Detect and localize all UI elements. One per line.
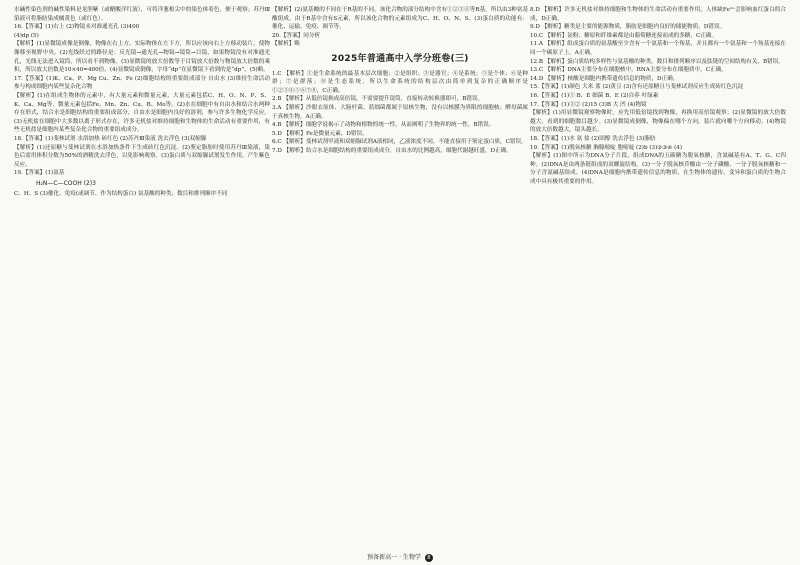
answer-text: 1.C 【解析】①是生命系统的最基本层次细胞；②是组织；③是器官；④是系统；⑤是个体；⑥是种群；⑦是群落；⑧是生态系统，所以生命系统的结构层次由简单到复杂的正确顺序是①②③④⑤⑥⑦⑧，C正确。 (272, 70, 528, 94)
footer-text: 预备新高一 · 生物学 (367, 554, 421, 561)
answer-text: C、H、S (3)催化、免疫(或调节、作为结构蛋白) 氨基酸的种类、数目和排列顺序不同 (14, 191, 228, 198)
page-number: 8 (425, 554, 433, 562)
answer-text: 13.C 【解析】DNA主要分布在细胞核中，RNA主要分布在细胞质中，C正确。 (530, 67, 727, 74)
answer-text: 【解析】(2)氨基酸的不同在于R基的不同。该化合物的部分结构中含有①②③④等R基，所以由3种氨基酸组成，由于R基中含有S元素，所以该化合物的元素组成为C、H、O、N、S。(3)蛋白质的功能有：催化、运输、免疫、调节等。 (272, 7, 528, 31)
answer-text: 【解析】(1)还原糖与斐林试剂在水浴加热条件下生成砖红色沉淀。(2)鉴定脂肪时使用苏丹Ⅲ染液，染色后需用体积分数为50%的酒精洗去浮色，以免影响观察。(3)蛋白质与双缩脲试剂发生作用，产生紫色反应。 (14, 144, 270, 168)
answer-text: 17.【答案】(1)K、Ca、P、Mg Cu、Zn、Fe (2)细胞结构的重要组成部分 自由水 (3)维持生命活动 参与构成细胞内某些复杂化合物 (14, 75, 270, 91)
answer-text: 14.D 【解析】核酸是细胞内携带遗传信息的物质，D正确。 (530, 75, 679, 82)
answer-text: 20.【答案】同分析 (272, 32, 321, 39)
answer-text: 19.【答案】(1)脱氧核糖 胸腺嘧啶 胞嘧啶 (2)b (3)②③④ (4) (530, 144, 683, 151)
answer-text: 7.D 【解析】结合水是细胞结构的重要组成成分，自由水的比例越高，细胞代谢越旺盛，D正确。 (272, 147, 512, 154)
answer-text: 12.B 【解析】蛋白质结构多样性与氨基酸的种类、数目和排列顺序以及肽链的空间结构有关，B错误。 (530, 58, 784, 65)
column-right (530, 6, 786, 186)
answer-text: (4)dp (5) (14, 32, 39, 39)
answer-text: 19.【答案】(1)氨基 (14, 170, 65, 177)
answer-text: 16.【答案】(1)右上 (2)物镜未对准通光孔 (3)400 (14, 24, 140, 31)
section-title: 2025年普通高中入学分班卷(三) (331, 53, 469, 64)
answer-text: 8.D 【解析】许多无机盐对维持细胞和生物体的生命活动有重要作用，人体缺Fe²⁺会影响血红蛋白的合成，D正确。 (530, 7, 786, 22)
column-left (14, 6, 270, 199)
answer-text: 【解析】(1)显微镜成像是倒像，物像在右上方，实际物体在左下方，所以应该向右上方移动装片，使物像移至视野中央。(2)光线经过的路径是：反光镜→通光孔→物镜→镜筒→目镜，如果物镜没有对准通光孔，光线无法进入镜筒，所以看不到物像。(3)显微镜的放大倍数等于目镜放大倍数与物镜放大倍数的乘积，所以放大倍数是10×40=400倍。(4)显微镜成倒像，字母“dp”在显微镜下看到的是“dp”。(5)略。 (14, 41, 270, 74)
page-footer (0, 552, 800, 562)
answer-text: 18.【答案】(1)水 氨 盐 (2)固醇 洗去浮色 (3)脂肪 (530, 135, 656, 142)
answer-text: 【解析】(1)用显微镜观察物像时，应先用低倍镜找到物像，再换用高倍镜观察；(2)显微镜的放大倍数越大，看到的细胞数目越少。(3)显微镜成倒像，物像偏在哪个方向，装片就向哪个方向移动。(4)物镜的放大倍数越大，镜头越长。 (530, 110, 786, 134)
answer-text: 【解析】略 (272, 41, 300, 48)
answer-text: 10.C 【解析】淀粉、糖原和纤维素都是由葡萄糖连接而成的多糖，C正确。 (530, 32, 718, 39)
answer-text: 【解析】(1)在组成生物体的元素中，有大量元素和微量元素，大量元素包括C、H、O、N、P、S、K、Ca、Mg等，微量元素包括Fe、Mn、Zn、Cu、B、Mo等。(2)水在细胞中有自由水和结合水两种存在形式，结合水是细胞结构的重要组成部分，自由水是细胞内良好的溶剂，参与许多生物化学反应。(3)无机盐在细胞中大多数以离子形式存在，许多无机盐对维持细胞和生物体的生命活动有重要作用，有些无机盐是细胞内某些复杂化合物的重要组成成分。 (14, 92, 270, 134)
answer-text: 11.A 【解析】组成蛋白质的氨基酸至少含有一个氨基和一个羧基，并且都有一个氨基和一个羧基连接在同一个碳原子上，A正确。 (530, 41, 786, 56)
answer-text: 5.D 【解析】Fe是微量元素，D错误。 (272, 130, 368, 137)
answer-text: 3.A 【解析】沙眼衣原体、大肠杆菌、蓝细菌都属于原核生物，没有以核膜为界限的细胞核；酵母菌属于真核生物，A正确。 (272, 104, 528, 120)
answer-text: 【解析】(1)图中所示为DNA分子片段，组成DNA的五碳糖为脱氧核糖，含氮碱基有A、T、G、C四种。(2)DNA是由两条链组成的双螺旋结构。(3)一分子脱氧核苷酸由一分子磷酸、一分子脱氧核糖和一分子含氮碱基组成。(4)DNA是细胞内携带遗传信息的物质，在生物体的遗传、变异和蛋白质的生物合成中具有极其重要的作用。 (530, 153, 786, 185)
answer-text: 4.B 【解析】细胞学说揭示了动物和植物的统一性，从而阐明了生物界的统一性，B错误。 (272, 122, 495, 129)
column-middle (272, 6, 528, 156)
answer-text: 18.【答案】(1)斐林试剂 水浴加热 砖红色 (2)苏丹Ⅲ染液 洗去浮色 (3)双缩脲 (14, 135, 207, 142)
answer-text: 15.【答案】(1)颜色 大米 蓝 (2)黄豆 (3)含有还原糖且与斐林试剂反应生成砖红色沉淀 (530, 84, 744, 91)
answer-text: 水碱性染色剂的碱性染料是龙胆紫（或醋酸洋红液），可将洋葱根尖中的染色体着色，便于观察；苏丹Ⅲ染液可将脂肪染成橘黄色（或红色）。 (14, 7, 270, 22)
answer-text: 9.D 【解析】糖类是主要的能源物质，脂肪是细胞内良好的储能物质，D错误。 (530, 24, 726, 31)
answer-text: 16.【答案】(1)① B、E 细菌 B、E (2)自养 叶绿素 (530, 92, 659, 99)
answer-text: 2.B 【解析】从低倍镜换成高倍镜，不需要提升镜筒，直接转动转换器即可，B错误。 (272, 96, 484, 103)
answer-text: 17.【答案】(1)③② (2)15 (3)B 大 凹 (4)物镜 (530, 101, 647, 108)
answer-text: 6.C 【解析】斐林试剂甲液和双缩脲试剂A液相同，乙液浓度不同，不能直接用于鉴定蛋白质，C错误。 (272, 139, 527, 146)
amino-acid-formula: H₂N—C—COOH (2)3 (36, 179, 96, 187)
